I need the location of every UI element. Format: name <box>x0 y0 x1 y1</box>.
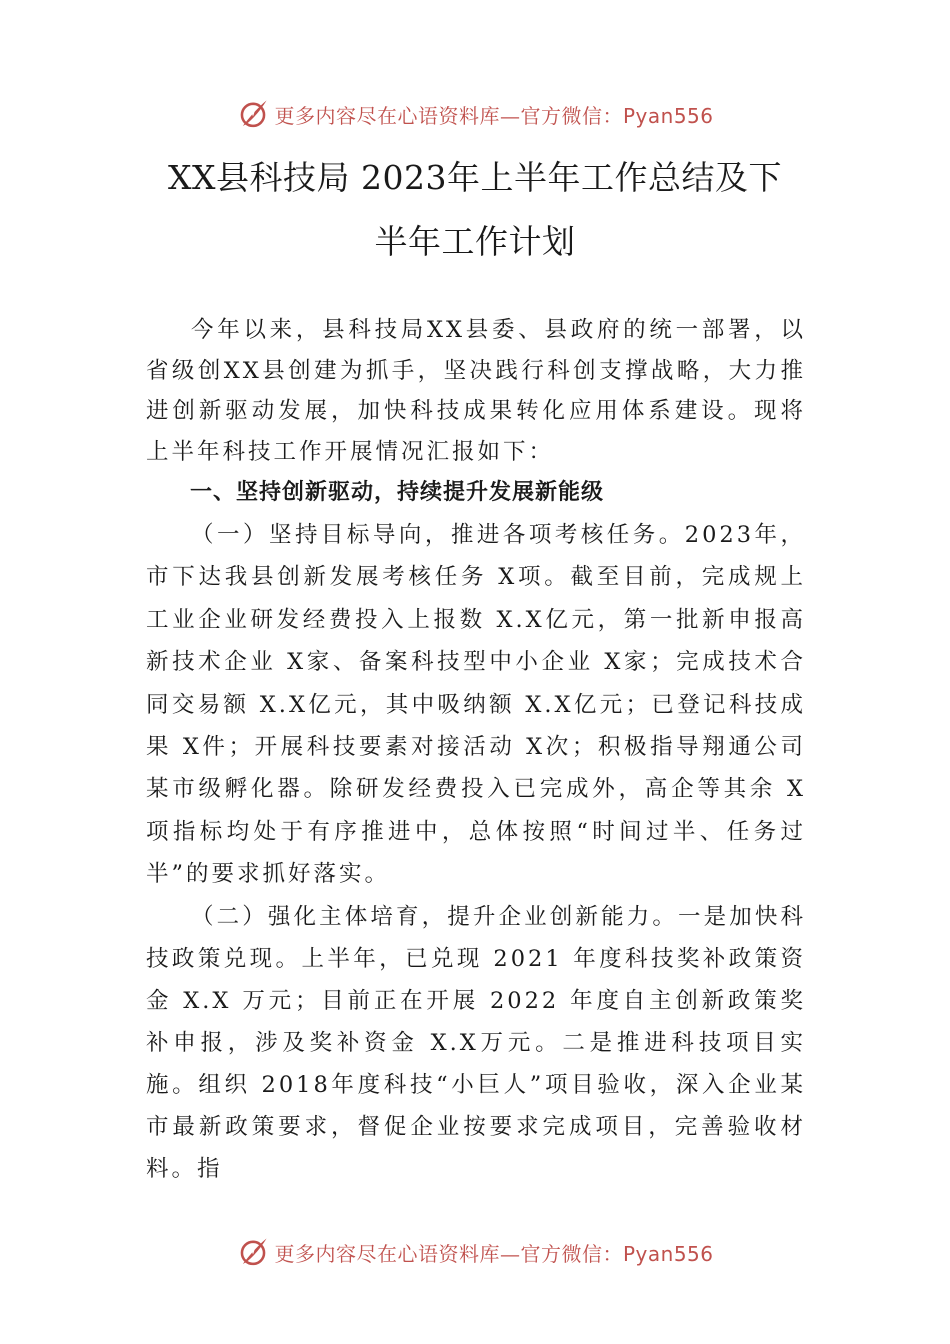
banner-text: 更多内容尽在心语资料库—官方微信：Pyan556 <box>274 103 714 128</box>
document-body <box>146 310 806 1190</box>
intro-paragraph: 今年以来，县科技局XX县委、县政府的统一部署，以省级创XX县创建为抓手，坚决践行科创支撑战略，大力推进创新驱动发展，加快科技成果转化应用体系建设。现将上半年科技工作开展情况汇报如下： <box>146 317 806 465</box>
section-heading-1: 一、坚持创新驱动，持续提升发展新能级 <box>190 480 605 505</box>
paragraph-section-1-1: （一）坚持目标导向，推进各项考核任务。2023年，市下达我县创新发展考核任务 X项。截至目前，完成规上工业企业研发经费投入上报数 X.X亿元，第一批新申报高新技术企业 X家、备案科技型中小企业 X家；完成技术合同交易额 X.X亿元，其中吸纳额 X.X亿元；已登记科技成果 X件；开展科技要素对接活动 X次；积极指导翔通公司某市级孵化器。除研发经费投入已完成外，高企等其余 X项指标均处于有序推进中，总体按照“时间过半、任务过半”的要求抓好落实。 <box>146 522 806 888</box>
quill-circle-icon <box>236 97 270 131</box>
banner-text: 更多内容尽在心语资料库—官方微信：Pyan556 <box>274 1241 714 1266</box>
document-title-line-2: 半年工作计划 <box>374 222 576 261</box>
document-title-line-1: XX县科技局 2023年上半年工作总结及下 <box>168 158 782 197</box>
footer-banner <box>0 1232 950 1272</box>
paragraph-section-1-2: （二）强化主体培育，提升企业创新能力。一是加快科技政策兑现。上半年，已兑现 2021 年度科技奖补政策资金 X.X 万元；目前正在开展 2022 年度自主创新政策奖补申报，涉及奖补资金 X.X万元。二是推进科技项目实施。组织 2018年度科技“小巨人”项目验收，深入企业某市最新政策要求，督促企业按要求完成项目，完善验收材料。指 <box>146 903 806 1182</box>
quill-circle-icon <box>236 1235 270 1269</box>
header-banner <box>0 94 950 134</box>
